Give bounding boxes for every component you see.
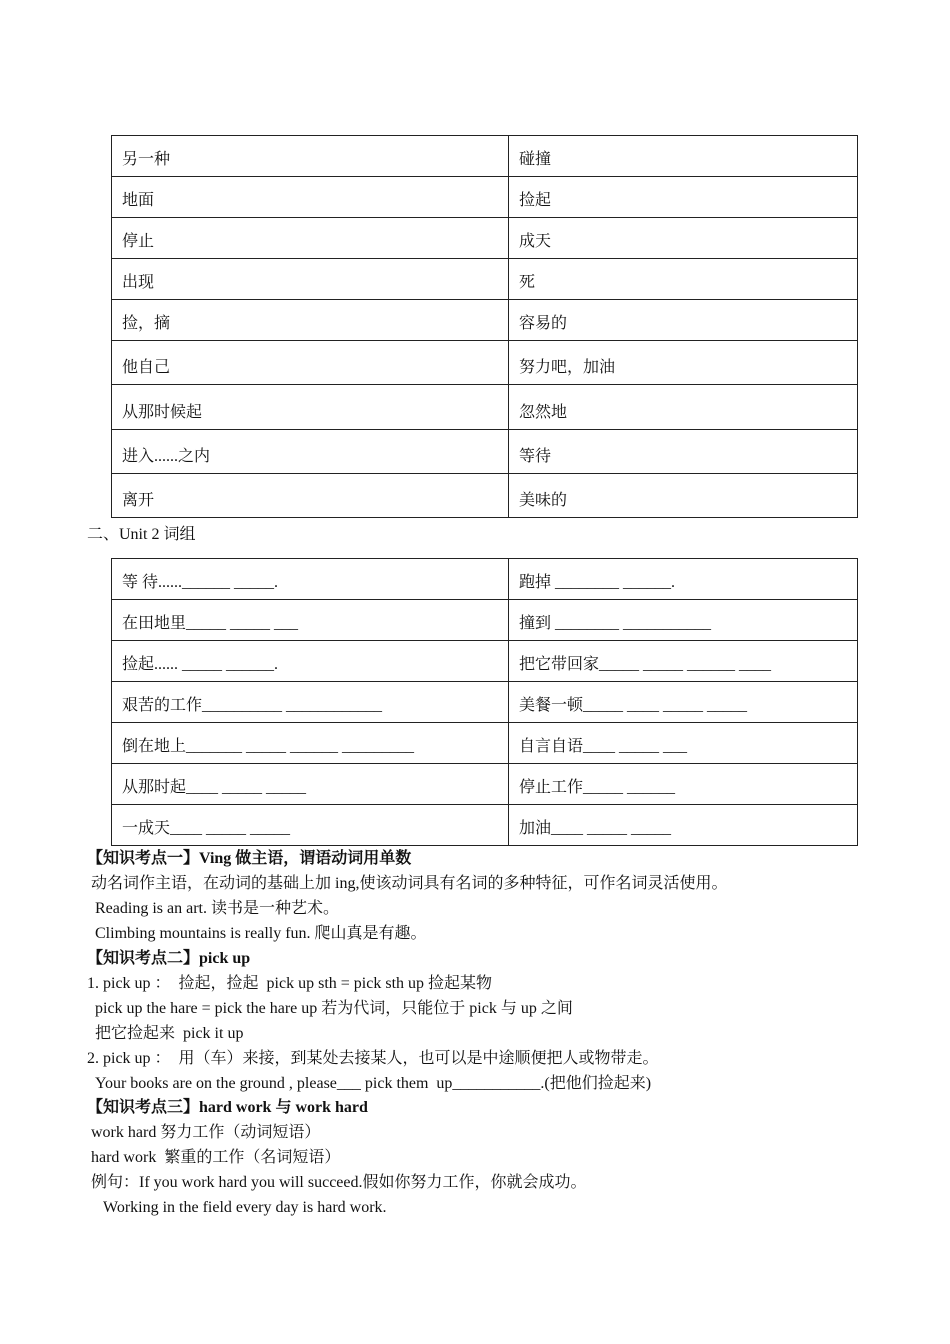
table-cell-left: 另一种	[112, 136, 509, 177]
table-cell-right: 捡起	[509, 177, 858, 218]
knowledge-point-2-title: 【知识考点二】pick up	[87, 950, 251, 967]
table-cell-right: 加油____ _____ _____	[509, 805, 858, 846]
table-row	[112, 474, 858, 518]
knowledge-point-1-example-2: Climbing mountains is really fun. 爬山真是有趣。	[95, 925, 427, 942]
table-cell-right: 碰撞	[509, 136, 858, 177]
table-cell-left: 在田地里_____ _____ ___	[112, 600, 509, 641]
table-cell-right: 努力吧，加油	[509, 341, 858, 385]
table-cell-left: 捡，摘	[112, 300, 509, 341]
knowledge-point-2-meaning-2: 2. pick up ： 用（车）来接，到某处去接某人，也可以是中途顺便把人或物带走。	[87, 1050, 659, 1067]
table-cell-right: 跑掉 ________ ______.	[509, 559, 858, 600]
table-cell-right: 停止工作_____ ______	[509, 764, 858, 805]
table-cell-right: 自言自语____ _____ ___	[509, 723, 858, 764]
knowledge-point-3-work-hard: work hard 努力工作（动词短语）	[91, 1124, 321, 1141]
table-row	[112, 559, 858, 600]
knowledge-point-3-hard-work: hard work 繁重的工作（名词短语）	[91, 1149, 341, 1166]
table-cell-left: 出现	[112, 259, 509, 300]
knowledge-point-2-meaning-1: 1. pick up ： 捡起，捡起 pick up sth = pick sth up 捡起某物	[87, 975, 493, 992]
table-row	[112, 341, 858, 385]
table-cell-left: 从那时候起	[112, 385, 509, 430]
table-row	[112, 385, 858, 430]
table-cell-left: 地面	[112, 177, 509, 218]
knowledge-point-2-example: 把它捡起来 pick it up	[95, 1025, 244, 1042]
table-cell-right: 成天	[509, 218, 858, 259]
table-cell-left: 捡起...... _____ ______.	[112, 641, 509, 682]
table-cell-left: 一成天____ _____ _____	[112, 805, 509, 846]
knowledge-point-3-title: 【知识考点三】hard work 与 work hard	[87, 1099, 368, 1116]
table-row	[112, 600, 858, 641]
table-row	[112, 682, 858, 723]
table-row	[112, 136, 858, 177]
table-cell-left: 等 待......______ _____.	[112, 559, 509, 600]
table-row	[112, 300, 858, 341]
table-cell-left: 离开	[112, 474, 509, 518]
vocab-table-unit-words	[111, 135, 858, 518]
table-cell-right: 把它带回家_____ _____ ______ ____	[509, 641, 858, 682]
table-row	[112, 430, 858, 474]
knowledge-point-1-example-1: Reading is an art. 读书是一种艺术。	[95, 900, 339, 917]
knowledge-point-3-example-2: Working in the field every day is hard work.	[103, 1199, 387, 1216]
table-cell-right: 容易的	[509, 300, 858, 341]
table-cell-right: 忽然地	[509, 385, 858, 430]
knowledge-point-3-example-1: 例句：If you work hard you will succeed.假如你努力工作，你就会成功。	[91, 1174, 587, 1191]
table-row	[112, 218, 858, 259]
table-cell-right: 等待	[509, 430, 858, 474]
table-cell-left: 艰苦的工作__________ ____________	[112, 682, 509, 723]
table-row	[112, 177, 858, 218]
table-cell-left: 停止	[112, 218, 509, 259]
table-row	[112, 805, 858, 846]
table-row	[112, 259, 858, 300]
knowledge-point-2-exercise: Your books are on the ground , please___ pick them up___________.(把他们捡起来)	[95, 1075, 652, 1092]
knowledge-point-1-title: 【知识考点一】Ving 做主语，谓语动词用单数	[87, 850, 412, 867]
table-cell-left: 从那时起____ _____ _____	[112, 764, 509, 805]
table-cell-left: 进入......之内	[112, 430, 509, 474]
table-cell-right: 美味的	[509, 474, 858, 518]
table-row	[112, 723, 858, 764]
table-cell-left: 倒在地上_______ _____ ______ _________	[112, 723, 509, 764]
table-row	[112, 641, 858, 682]
table-cell-right: 美餐一顿_____ ____ _____ _____	[509, 682, 858, 723]
table-row	[112, 764, 858, 805]
knowledge-point-2-pronoun-rule: pick up the hare = pick the hare up 若为代词，只能位于 pick 与 up 之间	[95, 1000, 573, 1017]
table-cell-right: 撞到 ________ ___________	[509, 600, 858, 641]
table-cell-right: 死	[509, 259, 858, 300]
knowledge-point-1-text: 动名词作主语，在动词的基础上加 ing,使该动词具有名词的多种特征，可作名词灵活使用。	[91, 875, 728, 892]
table-cell-left: 他自己	[112, 341, 509, 385]
vocab-table-unit2-phrases	[111, 558, 858, 846]
section-heading-unit2-phrases: 二、Unit 2 词组	[87, 526, 196, 543]
